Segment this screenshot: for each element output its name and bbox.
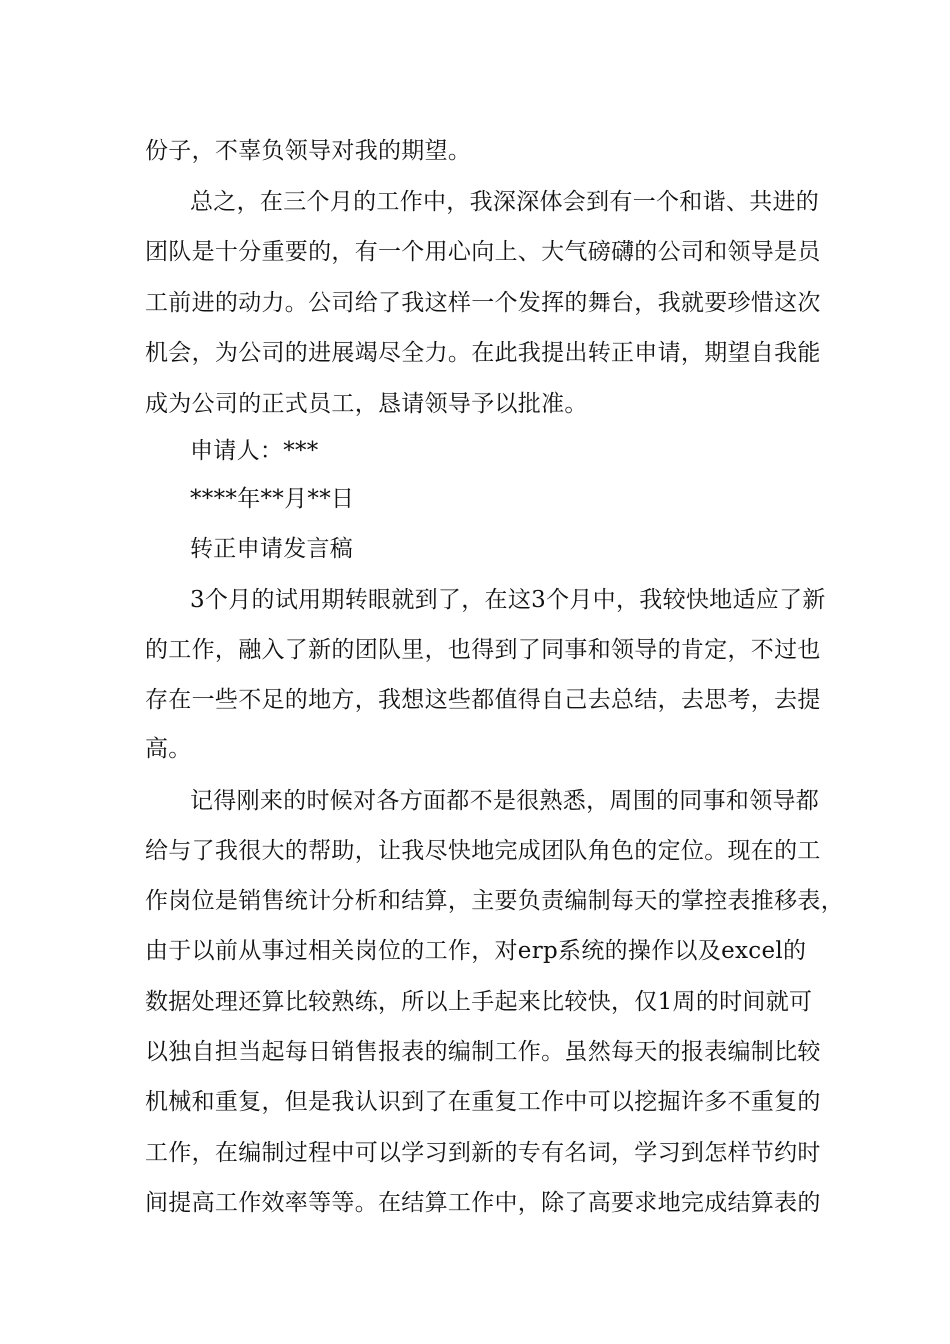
section-title: 转正申请发言稿	[190, 536, 354, 562]
text-line: 记得刚来的时候对各方面都不是很熟悉，周围的同事和领导都	[190, 788, 820, 814]
text-line: 机会，为公司的进展竭尽全力。在此我提出转正申请，期望自我能	[145, 340, 821, 366]
text-line: 高。	[145, 736, 192, 762]
text-line: 成为公司的正式员工，恳请领导予以批准。	[145, 391, 588, 417]
applicant-line: 申请人：***	[190, 438, 319, 464]
date-line: ****年**月**日	[190, 486, 355, 512]
text-line: 给与了我很大的帮助，让我尽快地完成团队角色的定位。现在的工	[145, 838, 821, 864]
text-line: 间提高工作效率等等。在结算工作中，除了高要求地完成结算表的	[145, 1190, 821, 1216]
text-line: 团队是十分重要的，有一个用心向上、大气磅礴的公司和领导是员	[145, 239, 821, 265]
text-line: 由于以前从事过相关岗位的工作，对erp系统的操作以及excel的	[145, 938, 807, 964]
text-line: 3个月的试用期转眼就到了，在这3个月中，我较快地适应了新	[190, 587, 826, 613]
text-line: 作岗位是销售统计分析和结算，主要负责编制每天的掌控表推移表，	[145, 888, 844, 914]
text-line: 的工作，融入了新的团队里，也得到了同事和领导的肯定，不过也	[145, 637, 821, 663]
text-line: 数据处理还算比较熟练，所以上手起来比较快，仅1周的时间就可	[145, 989, 813, 1015]
text-line: 总之，在三个月的工作中，我深深体会到有一个和谐、共进的	[190, 189, 820, 215]
text-line: 存在一些不足的地方，我想这些都值得自己去总结，去思考，去提	[145, 687, 821, 713]
text-line: 工前进的动力。公司给了我这样一个发挥的舞台，我就要珍惜这次	[145, 290, 821, 316]
text-line: 份子，不辜负领导对我的期望。	[145, 138, 472, 164]
text-line: 工作，在编制过程中可以学习到新的专有名词，学习到怎样节约时	[145, 1140, 821, 1166]
text-line: 以独自担当起每日销售报表的编制工作。虽然每天的报表编制比较	[145, 1039, 821, 1065]
text-line: 机械和重复，但是我认识到了在重复工作中可以挖掘许多不重复的	[145, 1089, 821, 1115]
